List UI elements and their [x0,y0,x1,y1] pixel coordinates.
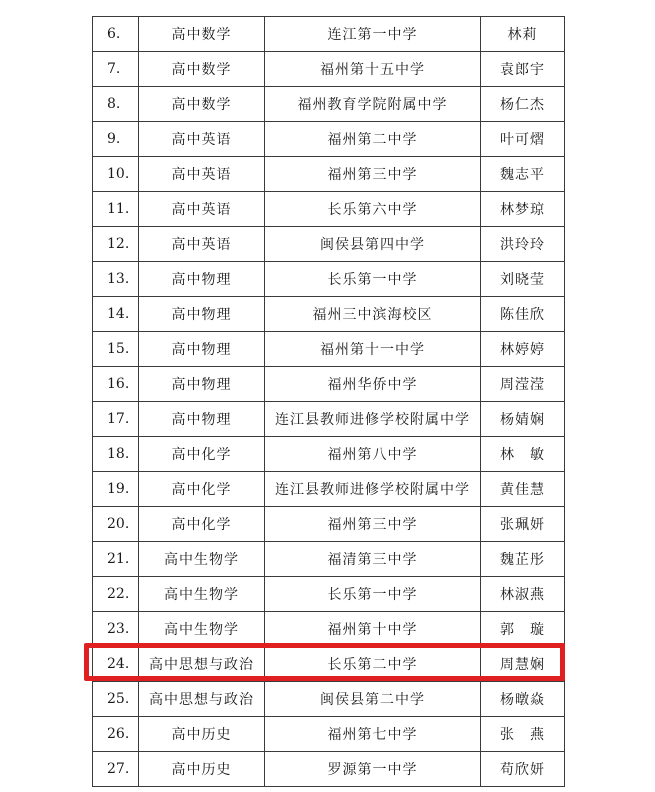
row-number-cell: 21. [93,542,139,577]
table-row [93,647,565,682]
school-cell: 福州第三中学 [265,507,481,542]
school-cell: 福州第二中学 [265,122,481,157]
table-row [93,17,565,52]
table-row [93,227,565,262]
subject-cell: 高中化学 [139,507,265,542]
teacher-name-cell: 洪玲玲 [481,227,565,262]
table-row [93,262,565,297]
teacher-name-cell: 张珮妍 [481,507,565,542]
subject-cell: 高中英语 [139,122,265,157]
teacher-name-cell: 周滢滢 [481,367,565,402]
table-row [93,472,565,507]
school-cell: 福清第三中学 [265,542,481,577]
subject-cell: 高中生物学 [139,542,265,577]
row-number-cell: 20. [93,507,139,542]
subject-cell: 高中物理 [139,262,265,297]
subject-cell: 高中历史 [139,752,265,787]
row-number-cell: 9. [93,122,139,157]
table-row [93,367,565,402]
school-cell: 福州第十一中学 [265,332,481,367]
school-cell: 连江县教师进修学校附属中学 [265,472,481,507]
row-number-cell: 18. [93,437,139,472]
teacher-name-cell: 苟欣妍 [481,752,565,787]
subject-cell: 高中化学 [139,437,265,472]
teacher-name-cell: 叶可熠 [481,122,565,157]
row-number-cell: 17. [93,402,139,437]
subject-cell: 高中物理 [139,297,265,332]
school-cell: 长乐第一中学 [265,577,481,612]
table-row [93,157,565,192]
table-row [93,332,565,367]
teacher-name-cell: 魏芷彤 [481,542,565,577]
subject-cell: 高中生物学 [139,577,265,612]
school-cell: 福州三中滨海校区 [265,297,481,332]
school-cell: 连江县教师进修学校附属中学 [265,402,481,437]
row-number-cell: 6. [93,17,139,52]
subject-cell: 高中数学 [139,87,265,122]
row-number-cell: 13. [93,262,139,297]
subject-cell: 高中历史 [139,717,265,752]
row-number-cell: 16. [93,367,139,402]
row-number-cell: 25. [93,682,139,717]
subject-cell: 高中数学 [139,52,265,87]
school-cell: 闽侯县第二中学 [265,682,481,717]
row-number-cell: 24. [93,647,139,682]
teacher-name-cell: 袁郎宇 [481,52,565,87]
school-cell: 长乐第二中学 [265,647,481,682]
row-number-cell: 22. [93,577,139,612]
subject-cell: 高中思想与政治 [139,682,265,717]
school-cell: 福州第八中学 [265,437,481,472]
teacher-name-cell: 刘晓莹 [481,262,565,297]
row-number-cell: 19. [93,472,139,507]
school-cell: 连江第一中学 [265,17,481,52]
subject-cell: 高中化学 [139,472,265,507]
teacher-name-cell: 林梦琼 [481,192,565,227]
subject-cell: 高中数学 [139,17,265,52]
table-row [93,87,565,122]
school-cell: 福州第三中学 [265,157,481,192]
row-number-cell: 11. [93,192,139,227]
school-cell: 长乐第六中学 [265,192,481,227]
teacher-name-cell: 林莉 [481,17,565,52]
subject-cell: 高中物理 [139,402,265,437]
school-cell: 福州第十五中学 [265,52,481,87]
teacher-name-cell: 林婷婷 [481,332,565,367]
table-row [93,577,565,612]
table-row [93,297,565,332]
teacher-name-cell: 杨仁杰 [481,87,565,122]
school-cell: 福州第十中学 [265,612,481,647]
row-number-cell: 7. [93,52,139,87]
row-number-cell: 10. [93,157,139,192]
teacher-roster-table [92,16,565,787]
teacher-name-cell: 郭 璇 [481,612,565,647]
row-number-cell: 26. [93,717,139,752]
row-number-cell: 27. [93,752,139,787]
school-cell: 福州教育学院附属中学 [265,87,481,122]
table-row [93,52,565,87]
table-row [93,542,565,577]
school-cell: 福州第七中学 [265,717,481,752]
table-row [93,402,565,437]
table-row [93,437,565,472]
row-number-cell: 15. [93,332,139,367]
subject-cell: 高中物理 [139,332,265,367]
teacher-name-cell: 魏志平 [481,157,565,192]
school-cell: 闽侯县第四中学 [265,227,481,262]
school-cell: 福州华侨中学 [265,367,481,402]
teacher-name-cell: 林 敏 [481,437,565,472]
teacher-name-cell: 周慧娴 [481,647,565,682]
row-number-cell: 12. [93,227,139,262]
teacher-name-cell: 杨暾焱 [481,682,565,717]
subject-cell: 高中英语 [139,227,265,262]
teacher-name-cell: 杨婧娴 [481,402,565,437]
subject-cell: 高中物理 [139,367,265,402]
teacher-name-cell: 黄佳慧 [481,472,565,507]
roster-table-body [93,17,565,787]
teacher-name-cell: 张 燕 [481,717,565,752]
table-row [93,717,565,752]
table-row [93,752,565,787]
teacher-name-cell: 陈佳欣 [481,297,565,332]
row-number-cell: 8. [93,87,139,122]
table-row [93,507,565,542]
row-number-cell: 14. [93,297,139,332]
row-number-cell: 23. [93,612,139,647]
school-cell: 长乐第一中学 [265,262,481,297]
subject-cell: 高中英语 [139,192,265,227]
table-row [93,612,565,647]
table-row [93,192,565,227]
school-cell: 罗源第一中学 [265,752,481,787]
table-row [93,682,565,717]
subject-cell: 高中生物学 [139,612,265,647]
subject-cell: 高中思想与政治 [139,647,265,682]
teacher-name-cell: 林淑燕 [481,577,565,612]
subject-cell: 高中英语 [139,157,265,192]
table-row [93,122,565,157]
